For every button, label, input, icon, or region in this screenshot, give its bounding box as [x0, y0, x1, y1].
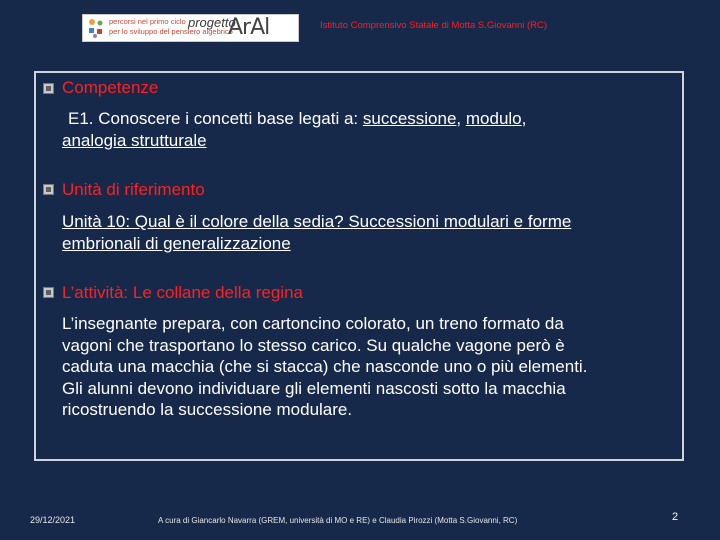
logo-aral: ArAl	[228, 15, 270, 40]
school-name: Istituto Comprensivo Statale di Motta S.Giovanni (RC)	[320, 20, 548, 31]
logo-mark-icon	[86, 17, 106, 39]
unita-link-line1[interactable]: Unità 10: Qual è il colore della sedia? Successioni modulari e forme	[62, 212, 572, 231]
separator: ,	[521, 109, 527, 128]
link-analogia-strutturale[interactable]: analogia strutturale	[62, 130, 207, 150]
page-number: 2	[672, 511, 679, 523]
footer-date: 29/12/2021	[30, 515, 76, 525]
section-title-competenze: Competenze	[62, 78, 159, 97]
project-logo	[82, 14, 299, 42]
logo-progetto: progetto	[188, 15, 236, 30]
footer-credits: A cura di Giancarlo Navarra (GREM, università di MO e RE) e Claudia Pirozzi (Motta S.Giovanni, RC)	[158, 516, 518, 525]
paragraph-line: caduta una macchia (che si stacca) che nasconde uno o più elementi.	[62, 357, 588, 376]
unita-link-line2[interactable]: embrionali di generalizzazione	[62, 233, 291, 253]
bullet-icon	[43, 83, 54, 94]
competenze-text-pre: Conoscere i concetti base legati a:	[93, 109, 363, 128]
section-title-attivita: L’attività: Le collane della regina	[62, 283, 303, 302]
paragraph-line: vagoni che trasportano lo stesso carico. Su qualche vagone però è	[62, 335, 565, 355]
paragraph-line: Gli alunni devono individuare gli elementi nascosti sotto la macchia	[62, 378, 566, 398]
link-modulo[interactable]: modulo	[465, 109, 522, 128]
bullet-icon	[43, 287, 54, 298]
paragraph-line: ricostruendo la successione modulare.	[62, 400, 353, 419]
competenze-text	[62, 108, 526, 151]
bullet-icon	[43, 184, 54, 195]
link-successione[interactable]: successione	[362, 109, 457, 128]
paragraph-line: L’insegnante prepara, con cartoncino colorato, un treno formato da	[62, 314, 564, 333]
section-title-unita: Unità di riferimento	[62, 180, 205, 199]
logo-text-line2: per lo sviluppo del pensiero algebrico	[109, 27, 233, 36]
logo-text-line1: percorsi nel primo ciclo	[109, 17, 186, 26]
competenze-code: E1.	[68, 109, 94, 128]
unita-link	[62, 211, 571, 254]
attivita-paragraph	[62, 313, 692, 421]
separator: ,	[456, 109, 466, 128]
